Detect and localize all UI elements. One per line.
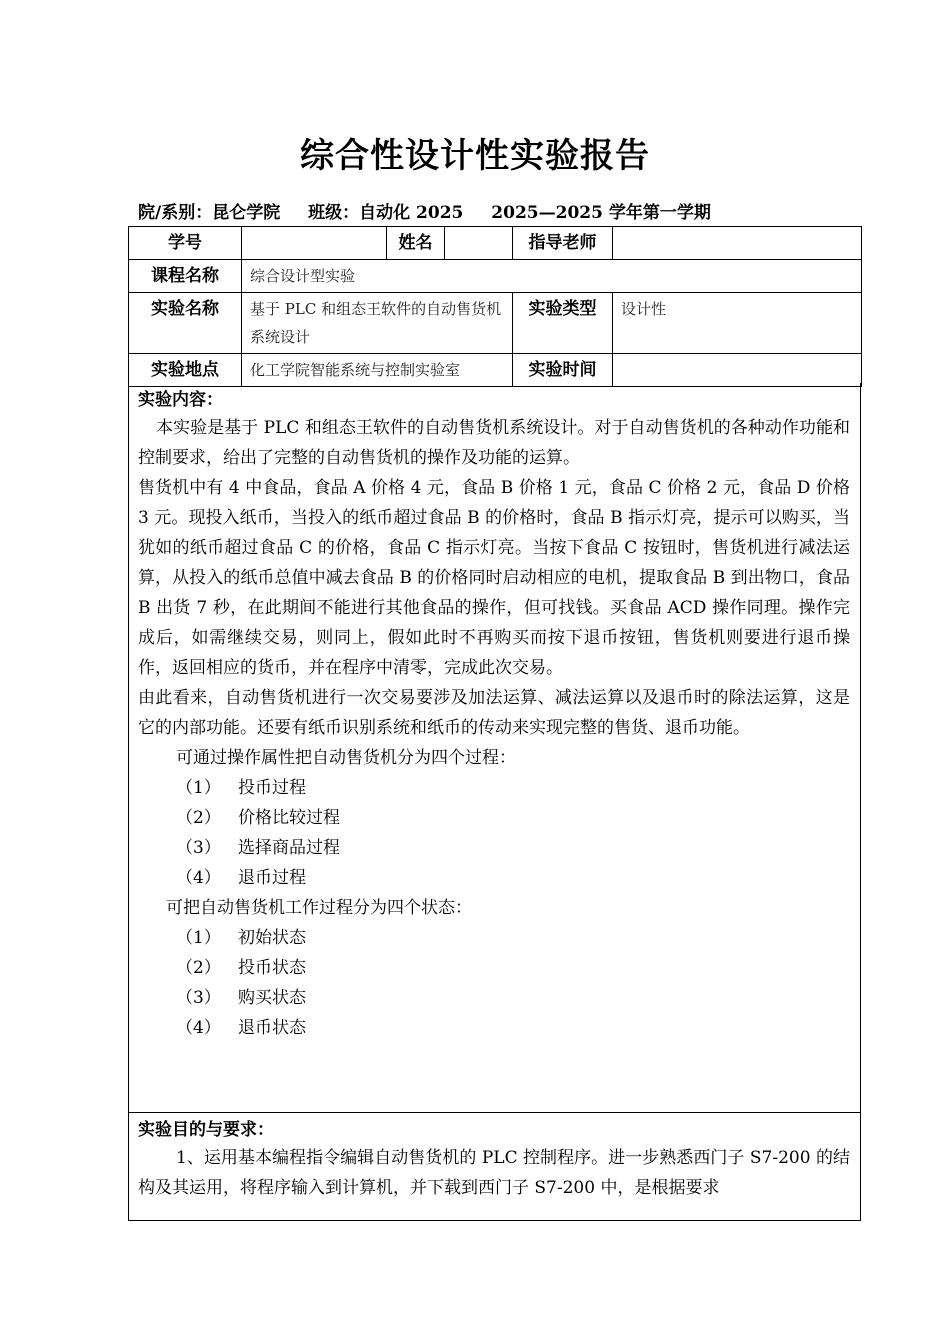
experiment-time-label: 实验时间 bbox=[513, 354, 613, 387]
list-item bbox=[138, 803, 850, 833]
list-number: （2） bbox=[176, 958, 221, 978]
location-value: 化工学院智能系统与控制实验室 bbox=[242, 354, 513, 387]
content-section bbox=[128, 383, 861, 1113]
student-id-value bbox=[242, 227, 387, 260]
list-text: 退币状态 bbox=[238, 1018, 306, 1038]
table-row bbox=[129, 260, 862, 293]
name-label: 姓名 bbox=[387, 227, 445, 260]
list-text: 投币过程 bbox=[238, 778, 306, 798]
list-item bbox=[138, 983, 850, 1013]
report-header bbox=[138, 198, 733, 223]
advisor-label: 指导老师 bbox=[513, 227, 613, 260]
process-intro: 可通过操作属性把自动售货机分为四个过程： bbox=[176, 748, 516, 768]
course-value: 综合设计型实验 bbox=[242, 260, 862, 293]
state-intro: 可把自动售货机工作过程分为四个状态： bbox=[166, 898, 472, 918]
experiment-type-value: 设计性 bbox=[613, 293, 862, 354]
table-row bbox=[129, 293, 862, 354]
list-number: （2） bbox=[176, 808, 221, 828]
list-item bbox=[138, 1013, 850, 1043]
location-label: 实验地点 bbox=[129, 354, 242, 387]
list-number: （4） bbox=[176, 1018, 221, 1038]
list-number: （4） bbox=[176, 868, 221, 888]
purpose-section bbox=[128, 1112, 861, 1221]
experiment-name-value: 基于 PLC 和组态王软件的自动售货机系统设计 bbox=[242, 293, 513, 354]
list-number: （1） bbox=[176, 928, 221, 948]
list-item bbox=[138, 833, 850, 863]
list-item bbox=[138, 773, 850, 803]
list-item bbox=[138, 863, 850, 893]
content-paragraph: 由此看来，自动售货机进行一次交易要涉及加法运算、减法运算以及退币时的除法运算，这是它的内部功能。还要有纸币识别系统和纸币的传动来实现完整的售货、退币功能。 bbox=[138, 688, 850, 738]
experiment-time-value bbox=[613, 354, 862, 387]
list-text: 购买状态 bbox=[238, 988, 306, 1008]
name-value bbox=[445, 227, 513, 260]
list-number: （3） bbox=[176, 838, 221, 858]
content-paragraph: 售货机中有 4 中食品，食品 A 价格 4 元，食品 B 价格 1 元，食品 C 价格 2 元，食品 D 价格 3 元。现投入纸币，当投入的纸币超过食品 B 的价格时，食品 B 指示灯亮，提示可以购买，当犹如的纸币超过食品 C 的价格，食品 C 指示灯亮。当按下食品 C 按钮时，售货机进行减法运算，从投入的纸币总值中减去食品 B 的价格同时启动相应的电机，提取食品 B 到出物口，食品 B 出货 7 秒，在此期间不能进行其他食品的操作，但可找钱。买食品 ACD 操作同理。操作完成后，如需继续交易，则同上，假如此时不再购买而按下退币按钮，售货机则要进行退币操作，返回相应的货币，并在程序中清零，完成此次交易。 bbox=[138, 478, 850, 678]
table-row bbox=[129, 227, 862, 260]
list-text: 选择商品过程 bbox=[238, 838, 340, 858]
info-table bbox=[128, 226, 862, 387]
list-text: 退币过程 bbox=[238, 868, 306, 888]
page-title: 综合性设计性实验报告 bbox=[300, 136, 650, 176]
experiment-type-label: 实验类型 bbox=[513, 293, 613, 354]
term-label: 2025—2025 学年第一学期 bbox=[491, 203, 711, 223]
list-text: 初始状态 bbox=[238, 928, 306, 948]
purpose-heading: 实验目的与要求： bbox=[138, 1120, 274, 1140]
list-text: 投币状态 bbox=[238, 958, 306, 978]
course-label: 课程名称 bbox=[129, 260, 242, 293]
purpose-paragraph: 1、运用基本编程指令编辑自动售货机的 PLC 控制程序。进一步熟悉西门子 S7-200 的结构及其运用，将程序输入到计算机，并下载到西门子 S7-200 中，是根据要求 bbox=[138, 1148, 850, 1198]
advisor-value bbox=[613, 227, 862, 260]
content-heading: 实验内容： bbox=[138, 390, 223, 410]
experiment-name-label: 实验名称 bbox=[129, 293, 242, 354]
list-number: （3） bbox=[176, 988, 221, 1008]
content-paragraph: 本实验是基于 PLC 和组态王软件的自动售货机系统设计。对于自动售货机的各种动作功能和控制要求，给出了完整的自动售货机的操作及功能的运算。 bbox=[138, 418, 850, 468]
list-number: （1） bbox=[176, 778, 221, 798]
list-text: 价格比较过程 bbox=[238, 808, 340, 828]
department-label: 院/系别：昆仑学院 bbox=[138, 203, 281, 223]
table-row bbox=[129, 354, 862, 387]
list-item bbox=[138, 923, 850, 953]
student-id-label: 学号 bbox=[129, 227, 242, 260]
list-item bbox=[138, 953, 850, 983]
class-label: 班级：自动化 2025 bbox=[308, 203, 464, 223]
